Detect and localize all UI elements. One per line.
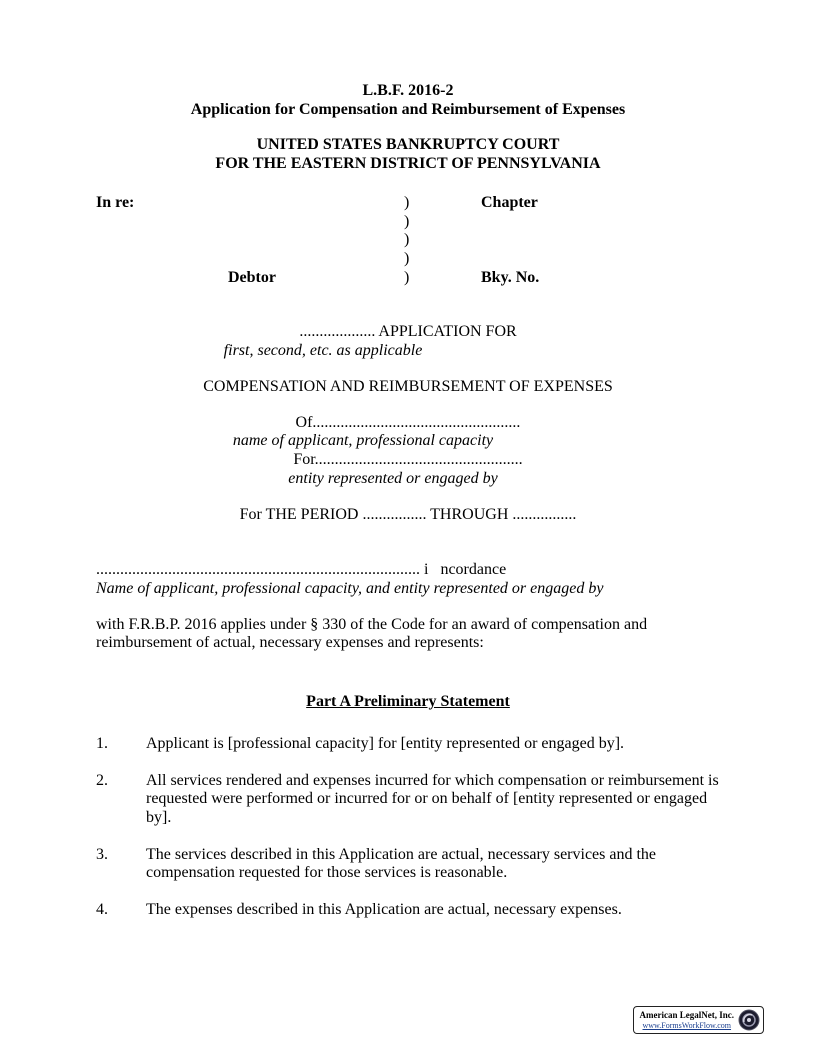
accordance-note: Name of applicant, professional capacity, and entity represented or engaged by: [96, 579, 604, 597]
paren: ): [404, 268, 410, 286]
part-a-list: [96, 735, 720, 920]
applicant-name-note: name of applicant, professional capacity: [232, 432, 494, 450]
item-text: The services described in this Application are actual, necessary services and the compensation requested for those services is reasonable.: [146, 845, 657, 882]
court-name-line2: FOR THE EASTERN DISTRICT OF PENNSYLVANIA: [215, 155, 601, 173]
item-number: 1.: [96, 734, 108, 752]
list-item: [96, 846, 720, 883]
form-number: L.B.F. 2016-2: [362, 82, 454, 99]
list-item: [96, 901, 720, 920]
caption-blank: [96, 213, 404, 232]
part-a-heading: Part A Preliminary Statement: [306, 693, 510, 711]
paren: ): [404, 250, 410, 268]
entity-note: entity represented or engaged by: [288, 469, 498, 487]
in-re-label: In re:: [96, 193, 135, 211]
vendor-badge: [633, 1006, 764, 1034]
paren: ): [404, 231, 410, 249]
caption-blank: [481, 250, 720, 269]
debtor-label: Debtor: [228, 268, 276, 286]
form-title: Application for Compensation and Reimbursement of Expenses: [190, 100, 626, 118]
compensation-title: COMPENSATION AND REIMBURSEMENT OF EXPENSES: [203, 377, 613, 395]
application-sequence-note: first, second, etc. as applicable: [223, 342, 423, 360]
item-number: 2.: [96, 771, 108, 789]
case-caption: [96, 194, 720, 288]
vendor-url-link[interactable]: www.FormsWorkFlow.com: [642, 1020, 732, 1030]
list-item: [96, 772, 720, 828]
bky-no-label: Bky. No.: [481, 268, 540, 286]
item-text: Applicant is [professional capacity] for [entity represented or engaged by].: [146, 734, 625, 752]
chapter-label: Chapter: [481, 193, 538, 211]
vendor-name: American LegalNet, Inc.: [639, 1009, 734, 1020]
for-line: For....................................................: [293, 451, 523, 469]
body-paragraph: with F.R.B.P. 2016 applies under § 330 of the Code for an award of compensation and reimbursement of actual, necessary expenses and represents:: [96, 615, 648, 652]
caption-blank: [481, 213, 720, 232]
caption-blank: [96, 231, 404, 250]
item-text: All services rendered and expenses incurred for which compensation or reimbursement is requested were performed or incurred for or on behalf of [entity represented or engaged by].: [146, 771, 719, 826]
accordance-fill-line: ................................................................................. i ncordance: [96, 561, 507, 579]
court-name-block: [96, 136, 720, 173]
american-legalnet-logo-icon: [738, 1009, 760, 1031]
application-for-line: ................... APPLICATION FOR: [299, 323, 517, 341]
item-number: 4.: [96, 901, 108, 919]
caption-blank: [481, 231, 720, 250]
list-item: [96, 735, 720, 754]
paren: ): [404, 212, 410, 230]
of-line: Of....................................................: [295, 413, 521, 431]
accordance-block: [96, 561, 720, 598]
paren: ): [404, 193, 410, 211]
period-line: For THE PERIOD ................ THROUGH ................: [239, 505, 577, 523]
caption-blank: [96, 250, 404, 269]
applicant-fill-in-block: [96, 414, 720, 489]
form-title-block: [96, 82, 720, 119]
item-text: The expenses described in this Application are actual, necessary expenses.: [146, 901, 622, 919]
application-title-block: [96, 323, 720, 396]
vendor-text-block: [640, 1010, 734, 1030]
item-number: 3.: [96, 845, 108, 863]
court-name-line1: UNITED STATES BANKRUPTCY COURT: [256, 136, 560, 154]
